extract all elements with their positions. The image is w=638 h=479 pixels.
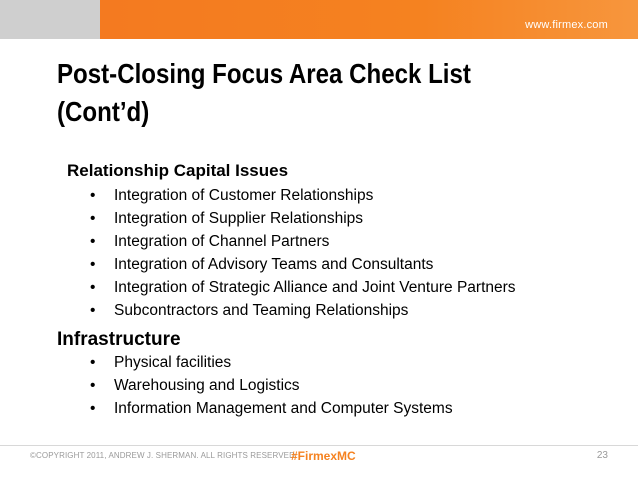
list-item: • Integration of Strategic Alliance and Joint Venture Partners (90, 276, 516, 299)
website-url: www.firmex.com (525, 19, 608, 31)
list-item: • Integration of Advisory Teams and Consultants (90, 253, 516, 276)
list-item: • Integration of Supplier Relationships (90, 207, 516, 230)
list-item: • Integration of Customer Relationships (90, 184, 516, 207)
relationship-capital-list (90, 184, 516, 322)
slide-title-line-2: (Cont’d) (57, 96, 150, 127)
infrastructure-list (90, 351, 453, 420)
slide-title-line-1: Post-Closing Focus Area Check List (57, 58, 471, 89)
list-item: • Subcontractors and Teaming Relationships (90, 299, 516, 322)
page-number: 23 (596, 450, 608, 461)
list-item: • Integration of Channel Partners (90, 230, 516, 253)
list-item: • Physical facilities (90, 351, 453, 374)
footer-hashtag: #FirmexMC (291, 449, 356, 463)
bullet-icon: • (90, 187, 96, 204)
footer-copyright: ©COPYRIGHT 2011, ANDREW J. SHERMAN. ALL RIGHTS RESERVED (30, 451, 295, 460)
bullet-icon: • (90, 256, 96, 273)
footer-divider (0, 445, 638, 446)
bullet-icon: • (90, 279, 96, 296)
section-heading-relationship-capital: Relationship Capital Issues (67, 161, 289, 180)
section-heading-infrastructure: Infrastructure (57, 329, 181, 350)
slide-title (57, 55, 539, 131)
bullet-icon: • (90, 377, 96, 394)
bullet-icon: • (90, 354, 96, 371)
bullet-icon: • (90, 210, 96, 227)
bullet-icon: • (90, 302, 96, 319)
header-gray-block (0, 0, 100, 39)
list-item: • Information Management and Computer Systems (90, 397, 453, 420)
bullet-icon: • (90, 233, 96, 250)
list-item: • Warehousing and Logistics (90, 374, 453, 397)
bullet-icon: • (90, 400, 96, 417)
